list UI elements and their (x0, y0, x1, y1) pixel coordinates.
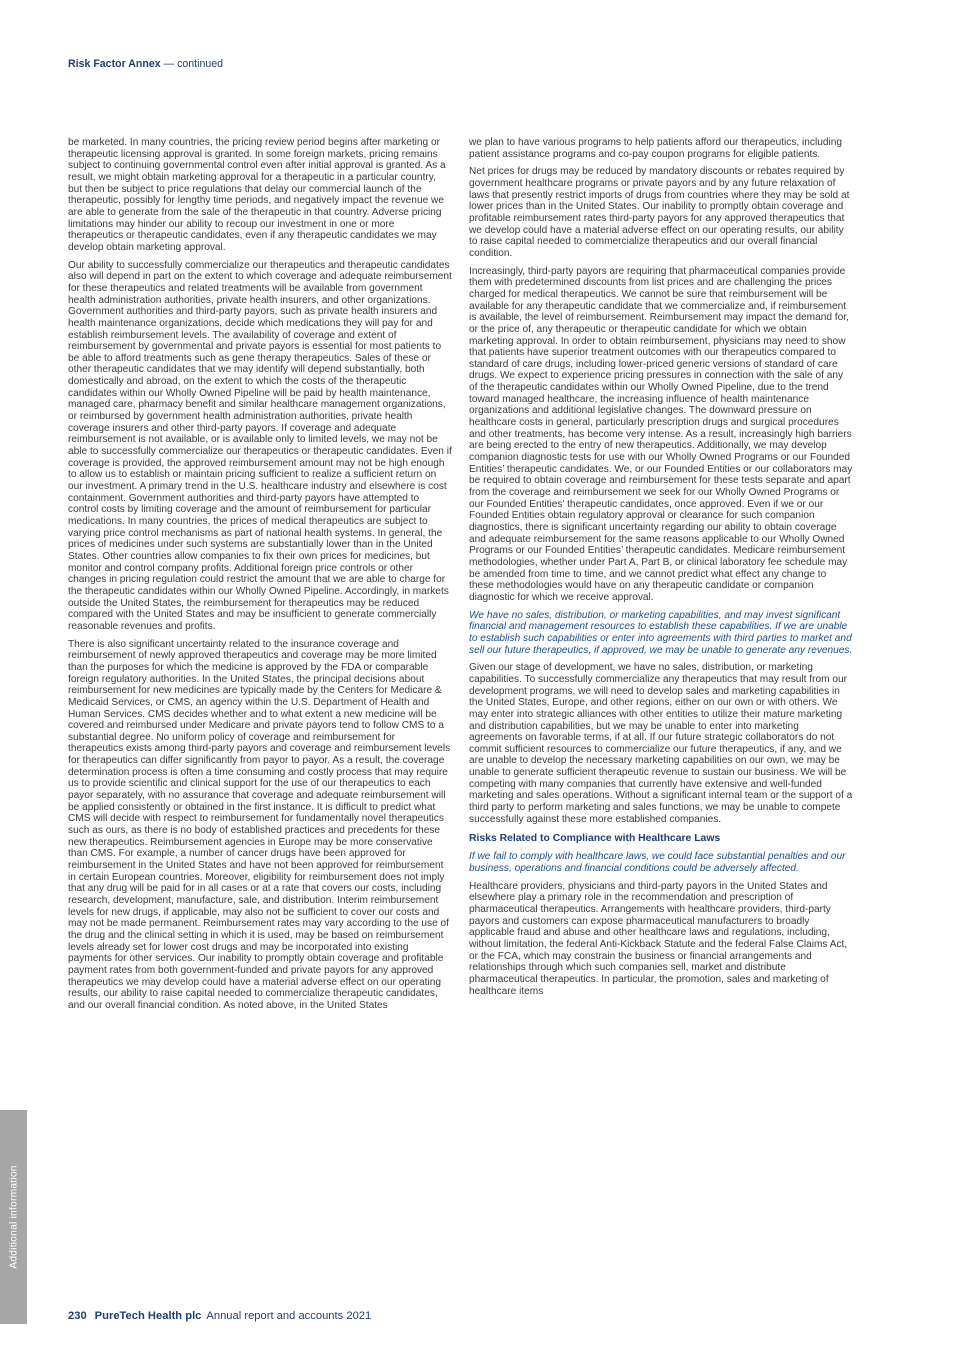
risk-statement: If we fail to comply with healthcare laws, we could face substantial penalties and our business, operations and financial conditions could be adversely affected. (469, 851, 846, 875)
side-tab-label: Additional information (8, 1165, 19, 1269)
side-section-tab (0, 1110, 27, 1324)
page-footer (68, 1309, 371, 1323)
body-paragraph: There is also significant uncertainty related to the insurance coverage and reimbursement of newly approved therapeutics and coverage may be more limited than the purposes for which the medicine is approved by the FDA or comparable foreign regulatory authorities. In the United States, the principal decisions about reimbursement for new medicines are typically made by the Centers for Medicare & Medicaid Services, or CMS, an agency within the U.S. Department of Health and Human Services. CMS decides whether and to what extent a new medicine will be covered and reimbursed under Medicare and private payors tend to follow CMS to a substantial degree. No uniform policy of coverage and reimbursement for therapeutics exists among third-party payors and coverage and reimbursement levels for therapeutics can differ significantly from payor to payor. As a result, the coverage determination process is often a time consuming and costly process that may require us to provide scientific and clinical support for the use of our therapeutics to each payor separately, with no assurance that coverage and adequate reimbursement will be applied consistently or obtained in the first instance. It is difficult to predict what CMS will decide with respect to reimbursement for fundamentally novel therapeutics such as ours, as there is no body of established practices and precedents for these new therapeutics. Reimbursement agencies in Europe may be more conservative than CMS. For example, a number of cancer drugs have been approved for reimbursement in the United States and have not been approved for reimbursement in certain European countries. Moreover, eligibility for reimbursement does not imply that any drug will be paid for in all cases or at a rate that covers our costs, including research, development, manufacture, sale, and distribution. Interim reimbursement levels for new drugs, if applicable, may also not be sufficient to cover our costs and may not be made permanent. Reimbursement rates may vary according to the use of the drug and the clinical setting in which it is used, may be based on reimbursement levels already set for lower cost drugs and may be incorporated into existing payments for other services. Our inability to promptly obtain coverage and profitable payment rates from both government-funded and private payors for any approved therapeutics we may develop could have a material adverse effect on our operating results, our ability to raise capital needed to commercialize therapeutic candidates, and our overall financial condition. As noted above, in the United States (68, 638, 451, 1011)
report-title: Annual report and accounts 2021 (206, 1310, 372, 1322)
body-paragraph: Given our stage of development, we have no sales, distribution, or marketing capabilities. To successfully commercialize any therapeutics that may result from our development programs, we will need to develop sales and marketing capabilities in the United States, Europe, and other regions, either on our own or with others. We may enter into strategic alliances with other entities to utilize their mature marketing and distribution capabilities, but we may be unable to enter into marketing agreements on favorable terms, if at all. If our future strategic collaborators do not commit sufficient resources to commercialize our future therapeutics, if any, and we are unable to develop the necessary marketing capabilities on our own, we may be unable to generate sufficient therapeutic revenue to sustain our business. We will be competing with many companies that currently have extensive and well-funded marketing and sales operations. Without a significant internal team or the support of a third party to perform marketing and sales functions, we may be unable to compete successfully against these more established companies. (469, 662, 853, 825)
body-paragraph: we plan to have various programs to help patients afford our therapeutics, including patient assistance programs and co-pay coupon programs for eligible patients. (469, 137, 842, 160)
section-heading: Risks Related to Compliance with Healthcare Laws (469, 833, 721, 845)
body-paragraph: be marketed. In many countries, the pricing review period begins after marketing or therapeutic licensing approval is granted. In some foreign markets, pricing remains subject to continuing governmental control even after initial approval is granted. As a result, we might obtain marketing approval for a therapeutic in a particular country, but then be subject to price regulations that delay our commercial launch of the therapeutic, possibly for lengthy time periods, and negatively impact the revenue we are able to generate from the sale of the therapeutic in that country. Adverse pricing limitations may hinder our ability to recoup our investment in one or more therapeutics or therapeutic candidates, even if any therapeutic candidates we may develop obtain marketing approval. (68, 137, 446, 253)
running-header (68, 58, 223, 71)
body-paragraph: Our ability to successfully commercialize our therapeutics and therapeutic candidates also will depend in part on the extent to which coverage and adequate reimbursement for these therapeutics and related treatments will be available from government health administration authorities, private health insurers, and other organizations. Government authorities and third-party payors, such as private health insurers and health maintenance organizations, decide which medications they will pay for and establish reimbursement levels. The availability of coverage and extent of reimbursement by governmental and private payors is essential for most patients to be able to afford treatments such as gene therapy therapeutics. Sales of these or other therapeutic candidates that we may identify will depend substantially, both domestically and abroad, on the extent to which the costs of the therapeutic candidates within our Wholly Owned Pipeline will be paid by health maintenance, managed care, pharmacy benefit and similar healthcare management organizations, or reimbursed by government health administration authorities, private health coverage insurers and other third-party payors. If coverage and adequate reimbursement is not available, or is available only to limited levels, we may not be able to successfully commercialize our therapeutics or therapeutic candidates. Even if coverage is provided, the approved reimbursement amount may not be high enough to allow us to establish or maintain pricing sufficient to realize a sufficient return on our investment. A primary trend in the U.S. healthcare industry and elsewhere is cost containment. Government authorities and third-party payors have attempted to control costs by limiting coverage and the amount of reimbursement for particular medications. In many countries, the prices of medical therapeutics are subject to varying price control mechanisms as part of national health systems. In general, the prices of medicines under such systems are substantially lower than in the United States. Other countries allow companies to fix their own prices for medicines, but monitor and control company profits. Additional foreign price controls or other changes in pricing regulation could restrict the amount that we are able to charge for the therapeutic candidates within our Wholly Owned Pipeline. Accordingly, in markets outside the United States, the reimbursement for therapeutics may be reduced compared with the United States and may be insufficient to generate commercially reasonable revenues and profits. (68, 259, 452, 632)
left-column (68, 137, 452, 1018)
header-title: Risk Factor Annex (68, 58, 161, 70)
body-paragraph: Increasingly, third-party payors are requiring that pharmaceutical companies provide them with predetermined discounts from list prices and are challenging the prices charged for medical therapeutics. We cannot be sure that reimbursement will be available for any therapeutic candidate that we commercialize and, if reimbursement is available, the level of reimbursement. Reimbursement may impact the demand for, or the price of, any therapeutic or therapeutic candidate for which we obtain marketing approval. In order to obtain reimbursement, physicians may need to show that patients have superior treatment outcomes with our therapeutics compared to standard of care drugs, including lower-priced generic versions of standard of care drugs. We expect to experience pricing pressures in connection with the sale of any of the therapeutic candidates within our Wholly Owned Pipeline, due to the trend toward managed healthcare, the increasing influence of health maintenance organizations and additional legislative changes. The downward pressure on healthcare costs in general, particularly prescription drugs and surgical procedures and other treatments, has become very intense. As a result, increasingly high barriers are being erected to the entry of new therapeutics. Additionally, we may develop companion diagnostic tests for use with our Wholly Owned Programs or our Founded Entities’ therapeutic candidates. We, or our Founded Entities or our collaborators may be required to obtain coverage and reimbursement for these tests separate and apart from the coverage and reimbursement we seek for our Wholly Owned Programs or our Founded Entities’ therapeutic candidates, once approved. Even if we or our Founded Entities obtain regulatory approval or clearance for such companion diagnostics, there is significant uncertainty regarding our ability to obtain coverage and adequate reimbursement for the same reasons applicable to our Wholly Owned Programs or our Founded Entities’ therapeutic candidates. Medicare reimbursement methodologies, whether under Part A, Part B, or clinical laboratory fee schedule may be amended from time to time, and we cannot predict what effect any change to these methodologies would have on any therapeutic candidate or companion diagnostic for which we receive approval. (469, 265, 853, 603)
page-number: 230 (68, 1310, 87, 1322)
company-name: PureTech Health plc (94, 1310, 202, 1322)
right-column (469, 137, 853, 1003)
body-paragraph: Healthcare providers, physicians and third-party payors in the United States and elsewhere play a primary role in the recommendation and prescription of pharmaceutical therapeutics. Arrangements with healthcare providers, third-party payors and customers can expose pharmaceutical manufacturers to broadly applicable fraud and abuse and other healthcare laws and regulations, including, without limitation, the federal Anti-Kickback Statute and the federal False Claims Act, or the FCA, which may constrain the business or financial arrangements and relationships through which such companies sell, market and distribute pharmaceutical therapeutics. In particular, the promotion, sales and marketing of healthcare items (469, 880, 848, 997)
body-paragraph: Net prices for drugs may be reduced by mandatory discounts or rebates required by government healthcare programs or private payors and by any future relaxation of laws that presently restrict imports of drugs from countries where they may be sold at lower prices than in the United States. Our inability to promptly obtain coverage and profitable reimbursement rates third-party payors for any approved therapeutics that we develop could have a material adverse effect on our operating results, our ability to raise capital needed to commercialize therapeutics and our overall financial condition. (469, 166, 850, 259)
header-subtitle: — continued (160, 58, 224, 70)
risk-statement: We have no sales, distribution, or marketing capabilities, and may invest significant financial and management resources to establish these capabilities. If we are unable to establish such capabilities or enter into agreements with third parties to market and sell our future therapeutics, if approved, we may be unable to generate any revenues. (469, 609, 853, 656)
